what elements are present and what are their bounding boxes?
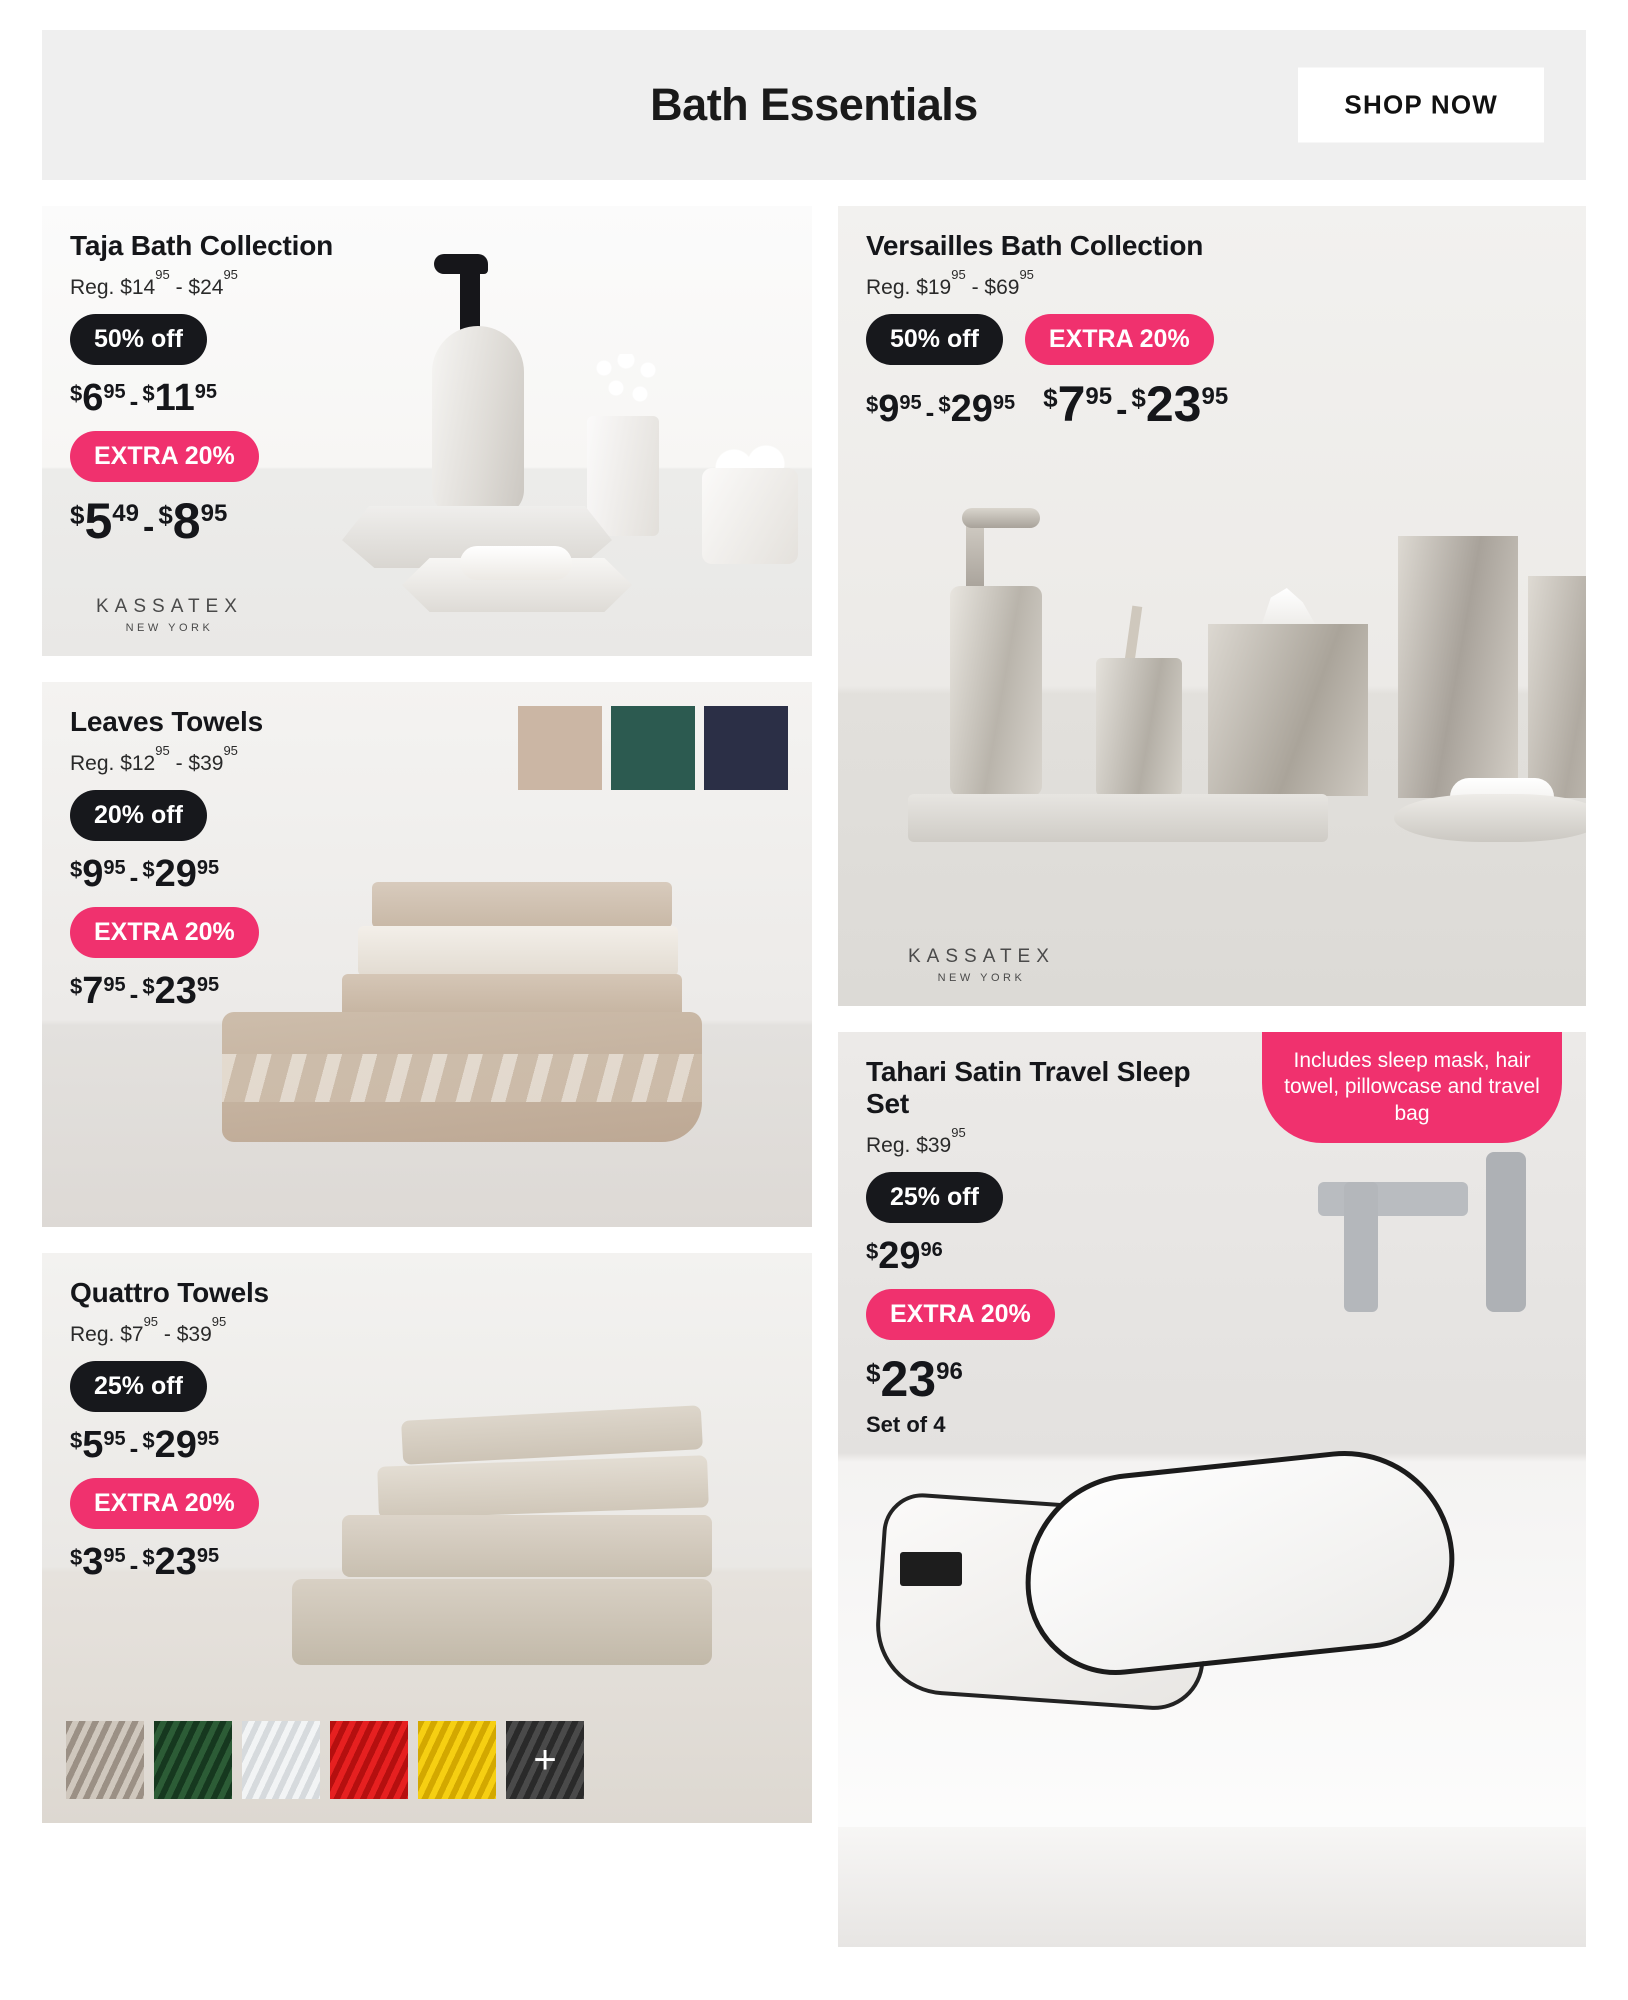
product-card-quattro[interactable] [42, 1253, 812, 1823]
soap-bar-shape [460, 546, 572, 580]
sale-high-cents: 95 [992, 392, 1016, 415]
regular-price [866, 267, 1558, 300]
final-low-cents: 49 [112, 500, 139, 528]
product-card-tahari[interactable] [838, 1032, 1586, 1947]
final-dash: - [129, 979, 139, 1010]
reg-label: Reg. [70, 1323, 115, 1347]
reg-high: $39 [176, 1323, 212, 1347]
regular-price [70, 1314, 784, 1347]
final-high-dollar: $ [142, 974, 155, 1000]
reg-dash: - [175, 752, 183, 776]
sale-low-num: 29 [878, 1235, 921, 1278]
reg-low: $14 [120, 276, 156, 300]
reg-dash: - [971, 276, 979, 300]
glass-tray-shape [908, 794, 1328, 842]
products-grid [42, 206, 1586, 1947]
towel-pattern-band [222, 1054, 702, 1102]
reg-dash: - [175, 276, 183, 300]
reg-label: Reg. [70, 276, 115, 300]
includes-note-badge: Includes sleep mask, hair towel, pillowcase and travel bag [1262, 1032, 1562, 1143]
sale-low-dollar: $ [70, 381, 83, 407]
final-high-num: 23 [154, 970, 197, 1013]
sale-price [866, 388, 1016, 431]
towel-layer-4 [292, 1579, 712, 1665]
discount-row [70, 1361, 784, 1412]
sale-low-num: 5 [82, 1424, 104, 1467]
reg-high-cents: 95 [223, 267, 238, 283]
product-title: Versailles Bath Collection [866, 230, 1204, 261]
product-card-taja[interactable] [42, 206, 812, 656]
sale-dash: - [129, 386, 139, 417]
reg-low-cents: 95 [951, 1125, 966, 1141]
brand-tag-shape [900, 1552, 962, 1586]
reg-high: $39 [188, 752, 224, 776]
product-card-versailles[interactable] [838, 206, 1586, 1006]
sale-low-dollar: $ [866, 1239, 879, 1265]
left-column [42, 206, 812, 1947]
sale-low-num: 6 [82, 377, 104, 420]
glass-tumbler-shape [1096, 658, 1182, 796]
sale-high-dollar: $ [142, 381, 155, 407]
final-dash: - [129, 1550, 139, 1581]
final-high-num: 23 [1145, 376, 1202, 433]
product-title: Leaves Towels [70, 706, 263, 737]
reg-low: $7 [120, 1323, 144, 1347]
extra-discount-badge: EXTRA 20% [70, 907, 259, 958]
brand-name: KASSATEX [96, 596, 243, 617]
extra-row [70, 1478, 784, 1529]
regular-price [70, 267, 784, 300]
product-title: Tahari Satin Travel Sleep Set [866, 1056, 1191, 1120]
product-title: Quattro Towels [70, 1277, 269, 1308]
reg-label: Reg. [866, 276, 911, 300]
final-price [1043, 376, 1229, 433]
taja-text-block [42, 206, 812, 550]
brand-logo-kassatex [96, 596, 243, 634]
pump-top-shape [966, 524, 984, 590]
sale-low-dollar: $ [70, 857, 83, 883]
final-price [70, 1541, 784, 1584]
final-low-dollar: $ [866, 1358, 881, 1389]
reg-label: Reg. [866, 1134, 911, 1158]
faucet-body-shape [1344, 1182, 1378, 1312]
final-low-num: 7 [82, 970, 104, 1013]
extra-discount-badge: EXTRA 20% [866, 1289, 1055, 1340]
final-low-cents: 95 [103, 974, 126, 997]
tahari-text-block [838, 1032, 1258, 1438]
reg-high-cents: 95 [211, 1314, 227, 1330]
discount-row [866, 1172, 1230, 1223]
final-high-cents: 95 [196, 974, 220, 997]
extra-discount-badge: EXTRA 20% [70, 1478, 259, 1529]
final-dash: - [1116, 391, 1128, 430]
reg-dash: - [163, 1323, 171, 1347]
final-low-num: 3 [82, 1541, 104, 1584]
final-low-dollar: $ [70, 500, 85, 531]
final-high-cents: 95 [196, 1545, 220, 1568]
soap-dispenser-shape [950, 586, 1042, 796]
final-low-dollar: $ [1043, 383, 1058, 414]
sale-price [70, 377, 784, 420]
extra-row [70, 907, 784, 958]
soap-dish-shape [1394, 794, 1586, 842]
sale-high-num: 11 [154, 377, 195, 420]
reg-low: $12 [120, 752, 156, 776]
reg-low: $39 [916, 1134, 952, 1158]
final-low-num: 23 [880, 1351, 937, 1408]
discount-badge: 20% off [70, 790, 207, 841]
discount-row [70, 790, 784, 841]
discount-badge: 50% off [70, 314, 207, 365]
sale-high-cents: 95 [196, 1428, 220, 1451]
reg-low-cents: 95 [951, 267, 966, 283]
reg-low-cents: 95 [155, 267, 170, 283]
shop-now-button[interactable]: SHOP NOW [1298, 68, 1544, 143]
leaves-color-swatches[interactable] [518, 706, 788, 790]
swatch-green[interactable] [611, 706, 695, 790]
right-column [838, 206, 1586, 1947]
sale-low-cents: 95 [103, 857, 126, 880]
quattro-text-block [42, 1253, 812, 1584]
final-low-num: 5 [84, 493, 113, 550]
swatch-more-colors[interactable]: + [506, 1721, 584, 1799]
swatch-navy[interactable] [704, 706, 788, 790]
discount-badge: 25% off [866, 1172, 1003, 1223]
final-low-dollar: $ [70, 974, 83, 1000]
discount-badge: 25% off [70, 1361, 207, 1412]
extra-row [866, 1289, 1230, 1340]
reg-label: Reg. [70, 752, 115, 776]
reg-high: $69 [984, 276, 1020, 300]
final-high-dollar: $ [142, 1545, 155, 1571]
discount-badge: 50% off [866, 314, 1003, 365]
sale-dash: - [925, 397, 935, 428]
prices-row [866, 376, 1558, 433]
sale-high-num: 29 [154, 853, 197, 896]
final-low-num: 7 [1057, 376, 1086, 433]
final-high-dollar: $ [1131, 383, 1146, 414]
extra-discount-badge: EXTRA 20% [1025, 314, 1214, 365]
final-low-cents: 95 [1085, 383, 1113, 411]
sale-high-dollar: $ [142, 1428, 155, 1454]
sale-high-num: 29 [154, 1424, 197, 1467]
final-high-cents: 95 [200, 500, 228, 528]
sleep-mask-shape [1015, 1440, 1464, 1684]
catalog-page [0, 30, 1628, 1987]
mercury-glass-vase-1 [1398, 536, 1518, 798]
final-price [70, 493, 784, 550]
set-quantity-label: Set of 4 [866, 1412, 946, 1438]
sale-low-cents: 96 [920, 1239, 943, 1262]
final-high-cents: 95 [1201, 383, 1229, 411]
sale-low-dollar: $ [866, 392, 879, 418]
brand-logo-kassatex [908, 946, 1055, 984]
mercury-glass-vase-2 [1528, 576, 1586, 798]
extra-discount-badge: EXTRA 20% [70, 431, 259, 482]
final-high-dollar: $ [158, 500, 173, 531]
swatch-white[interactable] [242, 1721, 320, 1799]
versailles-text-block [838, 206, 1586, 433]
reg-low-cents: 95 [155, 743, 170, 759]
final-price [866, 1351, 1230, 1408]
quattro-color-swatches[interactable] [66, 1721, 584, 1799]
final-high-num: 8 [172, 493, 201, 550]
sale-high-cents: 95 [194, 381, 217, 404]
badges-row [866, 314, 1558, 365]
reg-low: $19 [916, 276, 952, 300]
sale-dash: - [129, 862, 139, 893]
final-low-cents: 95 [103, 1545, 126, 1568]
sale-low-cents: 95 [103, 381, 126, 404]
swatch-yellow[interactable] [418, 1721, 496, 1799]
discount-row [70, 314, 784, 365]
product-card-leaves[interactable] [42, 682, 812, 1227]
product-title: Taja Bath Collection [70, 230, 334, 261]
final-low-cents: 96 [936, 1358, 963, 1386]
faucet-handle-shape [1486, 1152, 1526, 1312]
sale-price [70, 853, 784, 896]
sale-dash: - [129, 1433, 139, 1464]
sale-price [866, 1235, 1230, 1278]
sale-low-dollar: $ [70, 1428, 83, 1454]
sale-high-dollar: $ [142, 857, 155, 883]
brand-name: KASSATEX [908, 946, 1055, 967]
counter-surface [838, 1827, 1586, 1947]
regular-price [866, 1125, 1230, 1158]
page-title: Bath Essentials [650, 79, 978, 130]
page-header [42, 30, 1586, 180]
swatch-beige[interactable] [518, 706, 602, 790]
sale-high-cents: 95 [196, 857, 220, 880]
reg-low-cents: 95 [143, 1314, 159, 1330]
final-high-num: 23 [154, 1541, 197, 1584]
tissue-box-shape [1208, 624, 1368, 796]
sale-low-num: 9 [878, 388, 900, 431]
reg-high: $24 [188, 276, 224, 300]
final-dash: - [142, 508, 155, 547]
swatch-red[interactable] [330, 1721, 408, 1799]
brand-location: NEW YORK [937, 972, 1026, 984]
swatch-forest[interactable] [154, 1721, 232, 1799]
final-low-dollar: $ [70, 1545, 83, 1571]
swatch-taupe[interactable] [66, 1721, 144, 1799]
faucet-spout-shape [1318, 1182, 1468, 1216]
sale-low-num: 9 [82, 853, 104, 896]
brand-location: NEW YORK [125, 622, 214, 634]
sale-price [70, 1424, 784, 1467]
reg-high-cents: 95 [1019, 267, 1034, 283]
reg-high-cents: 95 [223, 743, 238, 759]
extra-row [70, 431, 784, 482]
final-price [70, 970, 784, 1013]
sale-high-num: 29 [950, 388, 993, 431]
sale-high-dollar: $ [938, 392, 951, 418]
sale-low-cents: 95 [899, 392, 922, 415]
sale-low-cents: 95 [103, 1428, 126, 1451]
